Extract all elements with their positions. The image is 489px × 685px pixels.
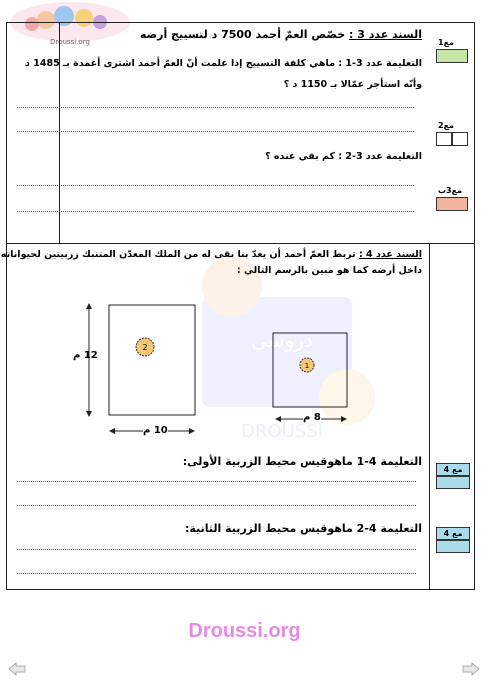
answer-line [17,481,416,482]
badge-label-1: مع1 [438,38,454,47]
section-divider [7,243,474,244]
worksheet [0,22,475,590]
badge-4-2: مع 4 [436,527,470,540]
s3-stem [140,29,422,41]
rug-1-label: 1 [304,362,310,370]
s4-stem-label: السند عدد 4 : [358,249,422,260]
badge-4-2-box [436,540,470,553]
s4-q1: التعليمة 4-1 ماهوقيس محيط الزربية الأولى: [182,455,422,468]
s3-stem-label: السند عدد 3 : [348,28,422,41]
badge-box-2b [452,132,468,146]
rug-2-width-label: 10 م [143,425,168,436]
badge-4-1-box [436,476,470,489]
s4-stem-text: تربط العمّ أحمد أن يعدّ بنا نقى له من الملك المعدّن المتنبك زربيتين لحيواناته [0,249,356,260]
s3-stem-text: خصّص العمّ أحمد 7500 د لتسييج أرضه [139,28,346,41]
s4-q2: التعليمة 4-2 ماهوقيس محيط الزربية الثانية: [185,522,422,535]
badge-label-3: مع3ب [438,186,463,195]
answer-line [17,131,414,132]
s3-q2-text: كم بقي عنده ؟ [265,151,335,162]
badge-column-divider-bottom [429,243,430,589]
rug-2-label: 2 [142,343,148,352]
rug-2-height-label: 12 م [73,350,98,361]
rug-1-side-label: 8 م [303,412,321,423]
answer-line [17,549,416,550]
svg-text:دروسي: دروسي [251,328,313,352]
s4-stem-line1 [1,249,422,261]
badge-box-3 [436,197,468,211]
svg-text:Droussi.org: Droussi.org [50,38,90,46]
s4-stem-line2: داخل أرضه كما هو مبين بالرسم التالي : [236,265,422,276]
answer-line [17,505,416,506]
badge-box-2a [436,132,452,146]
rug-2-rect [109,305,195,415]
s3-q2 [265,151,422,163]
prev-page-arrow-icon[interactable] [8,662,26,676]
rugs-figure [67,295,367,445]
s3-q1-line1 [25,58,422,70]
badge-box-1 [436,49,468,63]
answer-line [17,185,414,186]
answer-line [17,211,414,212]
s3-q1-text: ماهي كلفة التسييج إذا علمت أنّ العمّ أحمد اشترى أعمدة بـ 1485 د [25,58,335,69]
footer-brand: Droussi.org [188,620,301,642]
badge-label-2: مع2 [438,121,454,130]
answer-line [17,107,414,108]
s3-q1-line2: وأنّه استأجر عمّالا بـ 1150 د ؟ [283,79,422,90]
badge-4-1: مع 4 [436,463,470,476]
next-page-arrow-icon[interactable] [462,662,480,676]
answer-line [17,573,416,574]
badge-column-divider-top [59,23,60,243]
s3-q1-label: التعليمة عدد 3-1 : [338,58,422,69]
s3-q2-label: التعليمة عدد 3-2 : [338,151,422,162]
svg-text:DROUSSI: DROUSSI [241,421,323,442]
